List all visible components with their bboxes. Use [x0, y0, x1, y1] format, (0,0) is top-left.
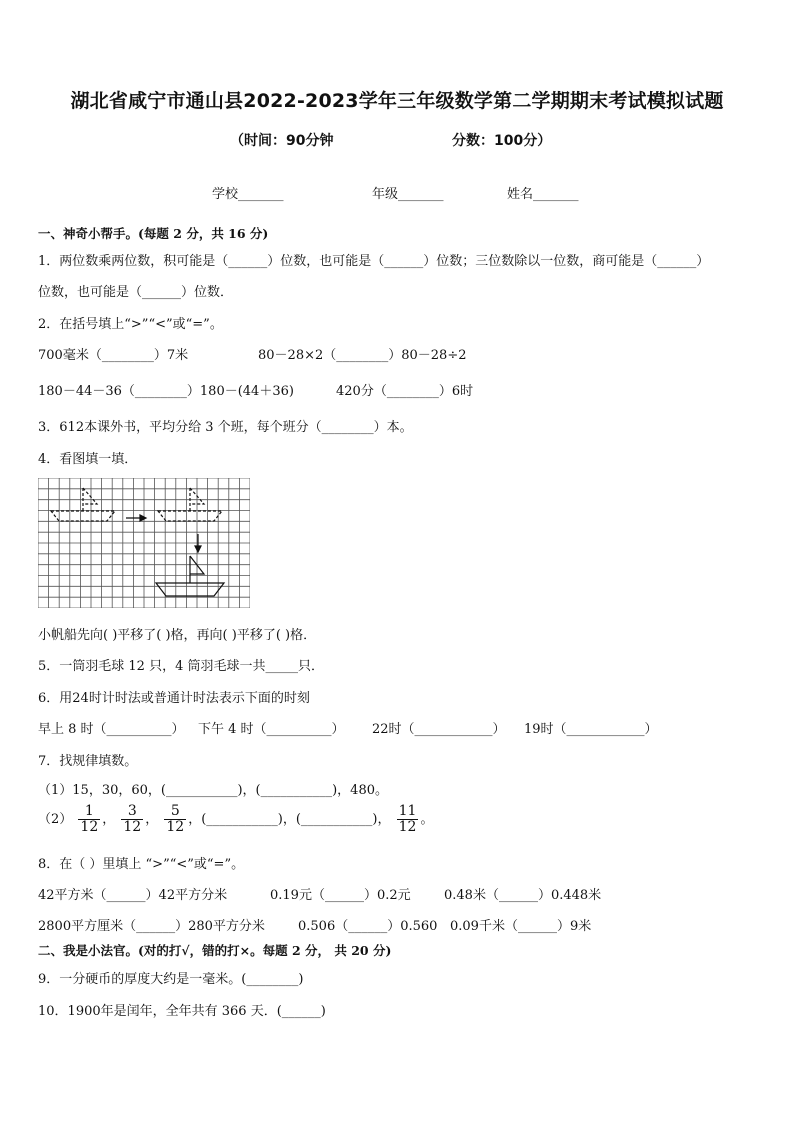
- fraction-5-12: $\frac{5}{12}$: [166, 803, 185, 835]
- boat-bottom-hull: [156, 583, 224, 596]
- q2-b: 80－28×2（________）80－28÷2: [258, 348, 467, 363]
- q8-c: 0.48米（______）0.448米: [444, 888, 602, 903]
- q10: 10．1900年是闰年，全年共有 366 天．(______): [38, 1004, 326, 1019]
- sailboat-grid-figure: [38, 478, 250, 608]
- q2-d: 420分（________）6时: [336, 384, 474, 399]
- q4-blanks: 小帆船先向( )平移了( )格，再向( )平移了( )格．: [38, 628, 317, 643]
- q7-part2-prefix: （2）: [38, 812, 73, 827]
- boat-left-sail: [83, 488, 97, 504]
- grade-field: 年级_______: [372, 187, 444, 202]
- q8-a: 42平方米（______）42平方分米: [38, 888, 228, 903]
- q7-part1: （1）15，30，60，(___________)，(___________)，480。: [38, 783, 388, 798]
- time-label: （时间：90分钟: [230, 133, 334, 149]
- q6-b: 下午 4 时（__________）: [198, 722, 345, 737]
- q6-c: 22时（____________）: [372, 722, 506, 737]
- boat-right-hull: [158, 511, 222, 521]
- q2-c: 180－44－36（________）180－(44＋36): [38, 384, 294, 399]
- q1-line2: 位数，也可能是（______）位数．: [38, 285, 234, 300]
- page-title: 湖北省咸宁市通山县2022-2023学年三年级数学第二学期期末考试模拟试题: [70, 90, 724, 112]
- q8-f: 0.09千米（______）9米: [450, 919, 592, 934]
- q7-part2-blanks: ，(___________)，(___________)，: [188, 812, 391, 827]
- section1-header: 一、神奇小帮手。(每题 2 分，共 16 分): [38, 226, 269, 241]
- q6-d: 19时（____________）: [524, 722, 658, 737]
- q7-part2: （2） $\frac{1}{12}$ ， $\frac{3}{12}$ ， $\frac{5}{12}$ ，(___________)，(___________)， $\frac{11}{12}$ 。: [38, 803, 434, 835]
- q9: 9．一分硬币的厚度大约是一毫米。(________): [38, 972, 304, 987]
- fraction-3-12: $\frac{3}{12}$: [123, 803, 142, 835]
- q2-a: 700毫米（________）7米: [38, 348, 189, 363]
- fraction-1-12: $\frac{1}{12}$: [80, 803, 99, 835]
- q7-intro: 7．找规律填数。: [38, 754, 138, 769]
- section2-header: 二、我是小法官。(对的打√，错的打×。每题 2 分， 共 20 分): [38, 943, 392, 958]
- q6-intro: 6．用24时计时法或普通计时法表示下面的时刻: [38, 691, 310, 706]
- q5: 5．一筒羽毛球 12 只，4 筒羽毛球一共_____只．: [38, 659, 324, 674]
- score-label: 分数：100分）: [452, 133, 552, 149]
- q8-b: 0.19元（______）0.2元: [270, 888, 411, 903]
- school-field: 学校_______: [212, 187, 284, 202]
- q2-intro: 2．在括号填上“>”“<”或“=”。: [38, 317, 223, 332]
- q4-intro: 4．看图填一填．: [38, 452, 138, 467]
- q8-e: 0.506（______）0.560: [298, 919, 438, 934]
- q8-intro: 8．在（ ）里填上 “>”“<”或“=”。: [38, 857, 245, 872]
- boat-left-hull: [51, 511, 115, 521]
- q3: 3．612本课外书，平均分给 3 个班，每个班分（________）本。: [38, 420, 413, 435]
- q6-a: 早上 8 时（__________）: [38, 722, 185, 737]
- q8-d: 2800平方厘米（______）280平方分米: [38, 919, 265, 934]
- q1-line1: 1．两位数乘两位数，积可能是（______）位数，也可能是（______）位数；三位数除以一位数，商可能是（______）: [38, 254, 710, 269]
- fraction-11-12: $\frac{11}{12}$: [398, 803, 417, 835]
- name-field: 姓名_______: [507, 187, 579, 202]
